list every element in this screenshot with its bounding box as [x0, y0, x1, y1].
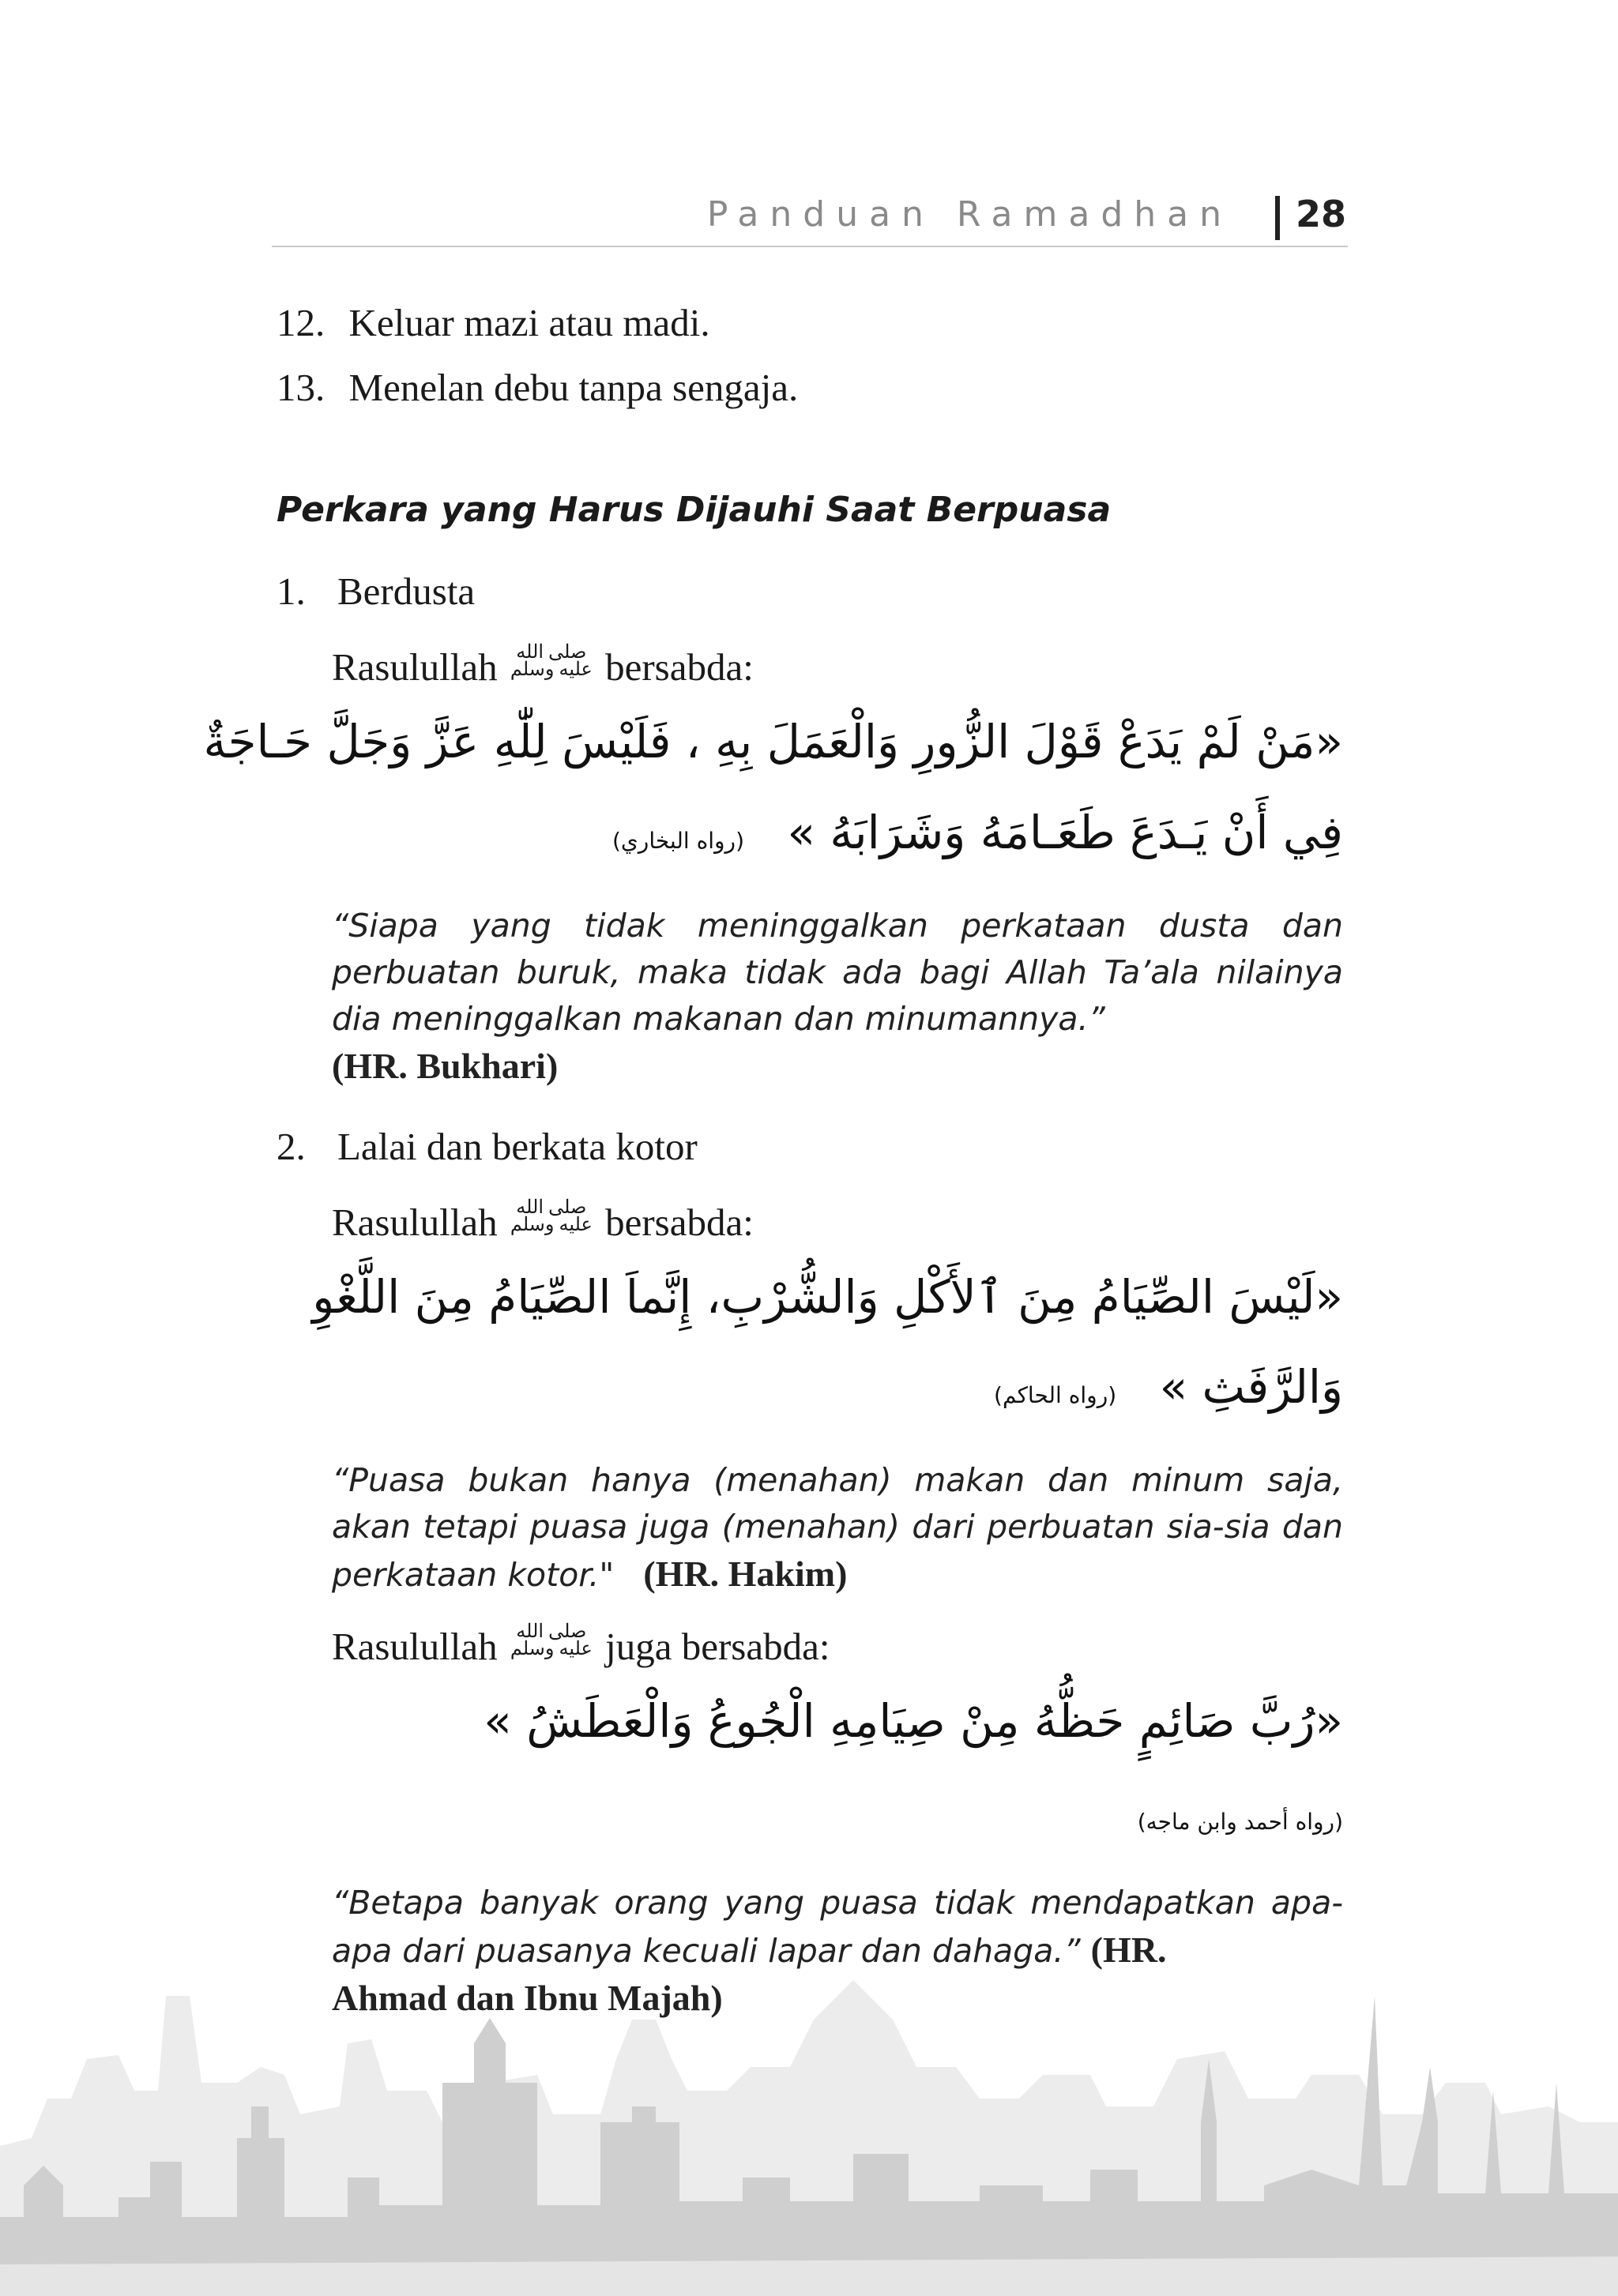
arabic-source: (رواه الحاكم)	[994, 1382, 1117, 1408]
hadith-reference: (HR.	[1090, 1930, 1167, 1970]
list-number: 12.	[277, 301, 325, 344]
salawat-glyph: صلى الله عليه وسلم	[510, 1197, 593, 1235]
list-number: 13.	[277, 366, 325, 409]
header-rule	[272, 246, 1348, 247]
section-heading: Perkara yang Harus Dijauhi Saat Berpuasa	[277, 490, 1112, 530]
city-skyline-icon	[0, 1885, 1618, 2296]
list-text: Keluar mazi atau madi.	[348, 301, 710, 344]
arabic-continuation: وَالرَّفَثِ »	[1159, 1360, 1343, 1414]
arabic-text-line2	[612, 806, 1343, 859]
item-title-row	[277, 569, 475, 614]
arabic-text-line2	[994, 1360, 1343, 1414]
hadith-reference: (HR. Bukhari)	[332, 1046, 559, 1086]
arabic-source: (رواه البخاري)	[611, 828, 744, 854]
translation-text: “Puasa bukan hanya (menahan) makan dan minum saja, akan tetapi puasa juga (menahan) dari perbuatan sia-sia dan perkataan kotor."	[332, 1461, 1343, 1594]
hadith-intro	[332, 644, 754, 690]
intro-word: Rasulullah	[332, 1625, 498, 1668]
item-number: 1.	[277, 569, 306, 613]
translation	[332, 903, 1343, 1091]
list-item	[277, 365, 798, 410]
arabic-text: «رُبَّ صَائِمٍ حَظُّهُ مِنْ صِيَامِهِ الْجُوعُ وَالْعَطَشُ »	[484, 1694, 1343, 1748]
arabic-source: (رواه أحمد وابن ماجه)	[1137, 1809, 1343, 1835]
hadith-reference-continued: Ahmad dan Ibnu Majah)	[332, 1978, 723, 2018]
header-separator	[1275, 196, 1280, 240]
intro-word: Rasulullah	[332, 1201, 498, 1244]
intro-after: juga bersabda:	[605, 1625, 830, 1668]
salawat-glyph: صلى الله عليه وسلم	[510, 1621, 593, 1659]
intro-after: bersabda:	[605, 1201, 754, 1244]
item-title: Lalai dan berkata kotor	[337, 1125, 698, 1168]
translation-text: “Betapa banyak orang yang puasa tidak mendapatkan apa-apa dari puasanya kecuali lapar dan dahaga.”	[332, 1884, 1343, 1970]
arabic-text: «مَنْ لَمْ يَدَعْ قَوْلَ الزُّورِ وَالْعَمَلَ بِهِ ، فَلَيْسَ لِلّٰهِ عَزَّ وَجَلَّ حَـاجَةٌ	[203, 715, 1343, 768]
hadith-reference: (HR. Hakim)	[643, 1554, 848, 1594]
translation-text: “Siapa yang tidak meninggalkan perkataan dusta dan perbuatan buruk, maka tidak ada bagi Allah Ta’ala nilainya dia meninggalkan makanan dan minumannya.”	[332, 907, 1343, 1038]
arabic-text: «لَيْسَ الصِّيَامُ مِنَ ٱلأَكْلِ وَالشُّرْبِ، إِنَّماَ الصِّيَامُ مِنَ اللَّغْوِ	[312, 1270, 1343, 1324]
item-title: Berdusta	[337, 569, 476, 613]
translation	[332, 1457, 1343, 1599]
hadith-intro	[332, 1199, 754, 1245]
running-title: Panduan Ramadhan	[706, 194, 1232, 235]
arabic-continuation: فِي أَنْ يَـدَعَ طَعَـامَهُ وَشَرَابَهُ »	[787, 806, 1343, 859]
intro-after: bersabda:	[605, 645, 754, 689]
salawat-glyph: صلى الله عليه وسلم	[510, 642, 593, 680]
item-title-row	[277, 1124, 698, 1169]
list-text: Menelan debu tanpa sengaja.	[348, 366, 799, 409]
list-item	[277, 300, 710, 345]
intro-word: Rasulullah	[332, 645, 498, 689]
hadith-intro	[332, 1623, 830, 1669]
page-number: 28	[1296, 193, 1347, 235]
item-number: 2.	[277, 1125, 306, 1168]
